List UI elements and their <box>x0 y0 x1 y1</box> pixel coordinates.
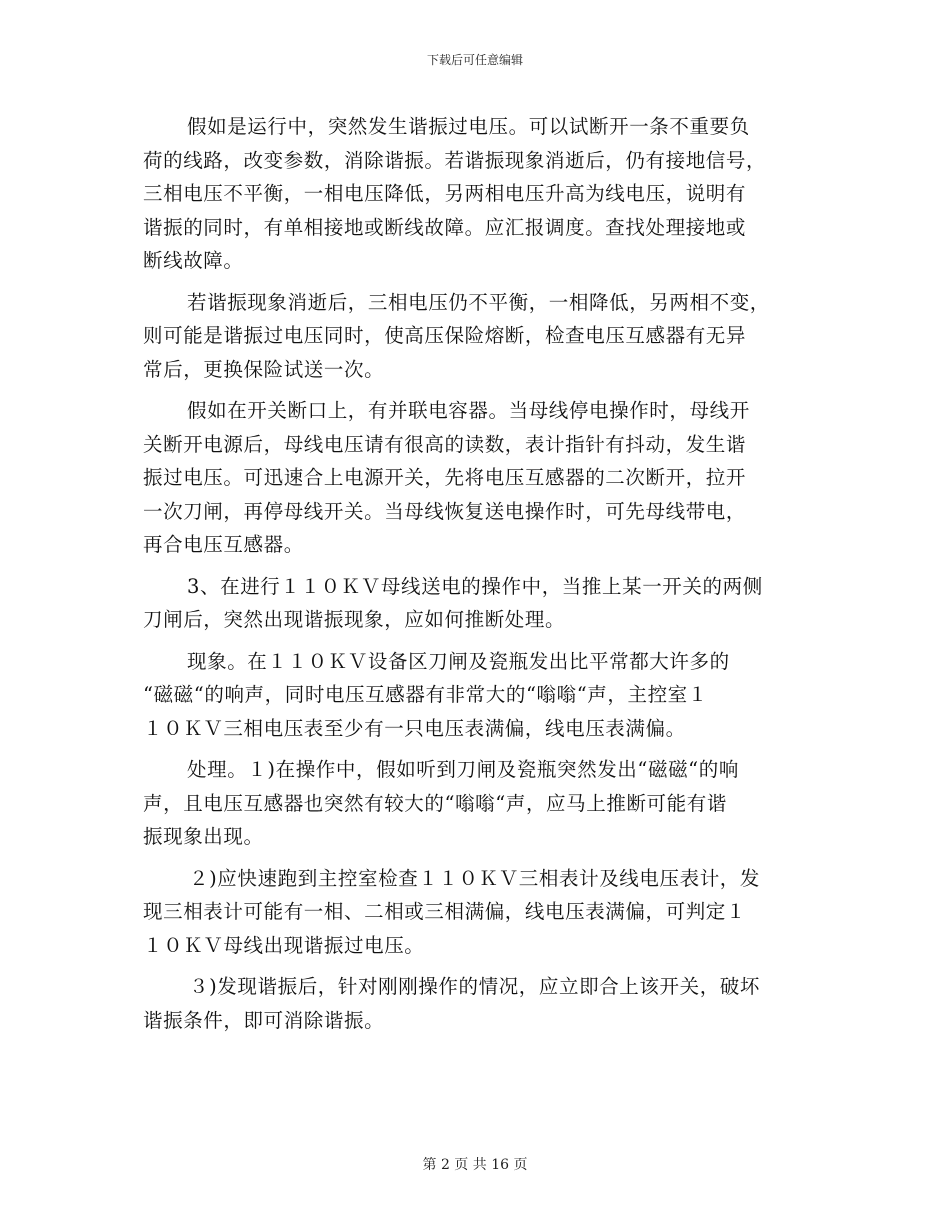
paragraph <box>143 862 815 963</box>
text-line: 现三相表计可能有一相、二相或三相满偏，线电压表满偏，可判定１ <box>143 900 747 923</box>
text-line: 3、在进行１１０ＫＶ母线送电的操作中，当推上某一开关的两侧 <box>187 574 763 598</box>
paragraph <box>143 570 815 637</box>
text-line: 谐振条件，即可消除谐振。 <box>143 1008 385 1032</box>
text-line: 荷的线路，改变参数，消除谐振。若谐振现象消逝后，仍有接地信号， <box>143 148 767 172</box>
paragraph <box>143 645 815 746</box>
text-line: １０ＫＶ母线出现谐振过电压。 <box>143 933 425 957</box>
text-line: １０ＫＶ三相电压表至少有一只电压表满偏，线电压表满偏。 <box>143 716 686 740</box>
paragraph <box>143 286 815 387</box>
text-line: 刀闸后，突然出现谐振现象，应如何推断处理。 <box>143 608 566 631</box>
document-body <box>143 110 815 1037</box>
text-line: 假如是运行中，突然发生谐振过电压。可以试断开一条不重要负 <box>187 115 750 138</box>
paragraph <box>143 970 815 1037</box>
text-line: 现象。在１１０ＫＶ设备区刀闸及瓷瓶发出比平常都大许多的 <box>187 649 730 673</box>
text-line: 振过电压。可迅速合上电源开关，先将电压互感器的二次断开，拉开 <box>143 466 747 489</box>
text-line: 则可能是谐振过电压同时，使高压保险熔断，检查电压互感器有无异 <box>143 324 747 347</box>
text-line: 若谐振现象消逝后，三相电压仍不平衡，一相降低，另两相不变， <box>187 290 770 314</box>
text-line: 谐振的同时，有单相接地或断线故障。应汇报调度。查找处理接地或 <box>143 215 747 239</box>
text-line: “磁磁“的响声，同时电压互感器有非常大的“嗡嗡“声，主控室１ <box>143 683 708 706</box>
page-footer: 第 2 页 共 16 页 <box>422 1157 528 1173</box>
text-line: 常后，更换保险试送一次。 <box>143 357 385 381</box>
text-line: 三相电压不平衡，一相电压降低，另两相电压升高为线电压，说明有 <box>143 182 747 205</box>
text-line: 处理。１)在操作中，假如听到刀闸及瓷瓶突然发出“磁磁“的响 <box>187 758 739 781</box>
text-line: 一次刀闸，再停母线开关。当母线恢复送电操作时，可先母线带电， <box>143 499 747 523</box>
text-line: 振现象出现。 <box>143 825 264 848</box>
paragraph <box>143 394 815 562</box>
text-line: 声，且电压互感器也突然有较大的“嗡嗡“声，应马上推断可能有谐 <box>143 791 727 815</box>
text-line: 关断开电源后，母线电压请有很高的读数，表计指针有抖动，发生谐 <box>143 432 747 456</box>
text-line: ３)发现谐振后，针对刚刚操作的情况，应立即合上该开关，破坏 <box>189 975 761 998</box>
text-line: 断线故障。 <box>143 249 244 272</box>
text-line: ２)应快速跑到主控室检查１１０ＫＶ三相表计及线电压表计，发 <box>189 866 761 890</box>
paragraph <box>143 753 815 854</box>
text-line: 再合电压互感器。 <box>143 533 304 556</box>
paragraph <box>143 110 815 278</box>
page-header: 下载后可任意编辑 <box>426 53 523 67</box>
text-line: 假如在开关断口上，有并联电容器。当母线停电操作时，母线开 <box>187 399 750 422</box>
